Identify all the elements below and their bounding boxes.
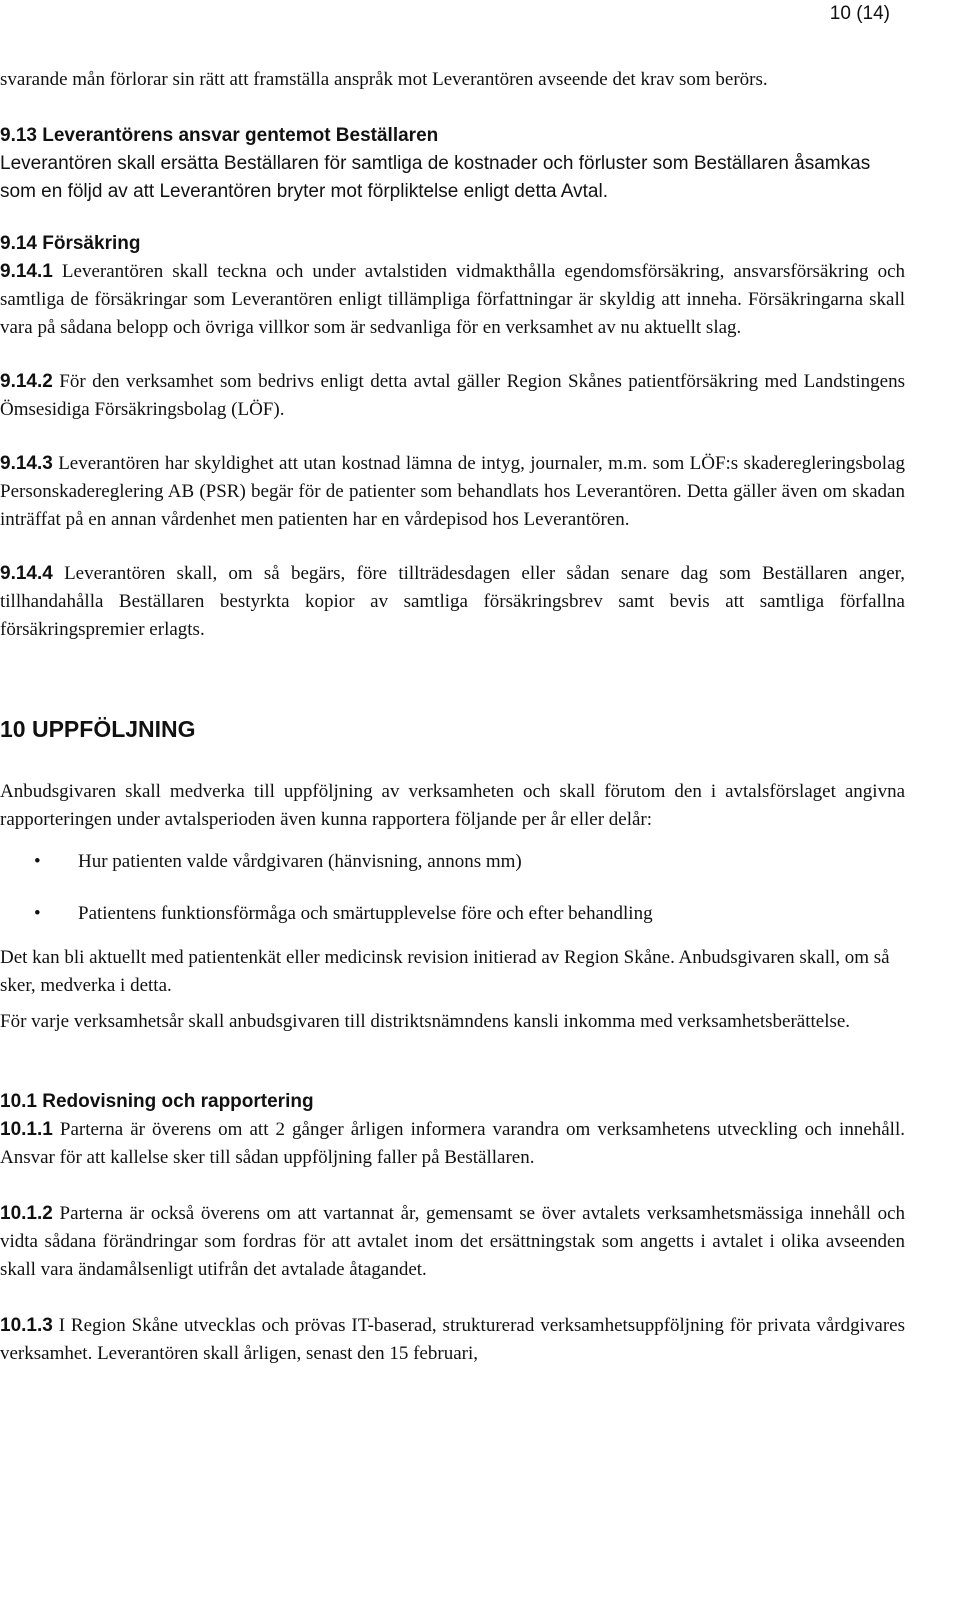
paragraph-9-14-3: [0, 450, 905, 534]
list-item: [0, 900, 905, 928]
paragraph-number: 9.14.1: [0, 261, 53, 282]
paragraph-9-14-2: [0, 368, 905, 424]
paragraph-text: I Region Skåne utvecklas och prövas IT-baserad, strukturerad verksamhetsuppföljning för privata vårdgivares verksamhet. Leverantören skall årligen, senast den 15 februari,: [0, 1315, 905, 1364]
list-item: [0, 848, 905, 876]
paragraph-9-14-1: [0, 258, 905, 342]
paragraph-10-1-3: [0, 1312, 905, 1368]
list-item-text: Patientens funktionsförmåga och smärtupplevelse före och efter behandling: [78, 903, 653, 924]
paragraph-9-14-4: [0, 560, 905, 644]
paragraph-9-13: Leverantören skall ersätta Beställaren för samtliga de kostnader och förluster som Beställaren åsamkas som en följd av att Leverantören bryter mot förpliktelse enligt detta Avtal.: [0, 153, 871, 202]
paragraph-verksamhetsberattelse: För varje verksamhetsår skall anbudsgivaren till distriktsnämndens kansli inkomma med verksamhetsberättelse.: [0, 1011, 851, 1032]
list-item-text: Hur patienten valde vårdgivaren (hänvisning, annons mm): [78, 851, 522, 872]
bullet-icon: •: [34, 851, 41, 872]
bullet-list: [0, 848, 905, 928]
paragraph-text: Leverantören skall, om så begärs, före tillträdesdagen eller sådan senare dag som Beställaren anger, tillhandahålla Beställaren bestyrkta kopior av samtliga försäkringsbrev samt bevis att samtliga förfallna försäkringspremier erlagts.: [0, 563, 906, 640]
paragraph-number: 10.1.2: [0, 1203, 53, 1224]
bullet-icon: •: [34, 903, 41, 924]
paragraph-10-1-1: [0, 1116, 905, 1172]
paragraph-text: Leverantören skall teckna och under avtalstiden vidmakthålla egendomsförsäkring, ansvarsförsäkring och samtliga de försäkringar som Leverantören enligt tillämpliga författningar är skyldig att inneha. Försäkringarna skall vara på sådana belopp och övriga villkor som är sedvanliga för en verksamhet av nu aktuellt slag.: [0, 261, 906, 338]
paragraph-number: 10.1.1: [0, 1119, 53, 1140]
paragraph-number: 9.14.3: [0, 453, 53, 474]
paragraph-enkat: Det kan bli aktuellt med patientenkät eller medicinsk revision initierad av Region Skåne. Anbudsgivaren skall, om så sker, medverka i detta.: [0, 947, 890, 996]
section-heading-10: 10 UPPFÖLJNING: [0, 716, 196, 742]
intro-paragraph: svarande mån förlorar sin rätt att framställa anspråk mot Leverantören avseende det krav som berörs.: [0, 69, 768, 90]
section-heading-10-1: 10.1 Redovisning och rapportering: [0, 1091, 314, 1112]
section-heading-9-13: 9.13 Leverantörens ansvar gentemot Beställaren: [0, 125, 439, 146]
paragraph-10-intro: Anbudsgivaren skall medverka till uppföljning av verksamheten och skall förutom den i avtalsförslaget angivna rapporteringen under avtalsperioden även kunna rapportera följande per år eller delår:: [0, 781, 905, 830]
section-heading-9-14: 9.14 Försäkring: [0, 233, 141, 254]
paragraph-10-1-2: [0, 1200, 905, 1284]
document-body: [0, 66, 905, 1368]
paragraph-text: Leverantören har skyldighet att utan kostnad lämna de intyg, journaler, m.m. som LÖF:s skaderegleringsbolag Personskadereglering AB (PSR) begär för de patienter som behandlats hos Leverantören. Detta gäller även om skadan inträffat på en annan vårdenhet men patienten har en vårdepisod hos Leverantören.: [0, 453, 905, 530]
paragraph-text: För den verksamhet som bedrivs enligt detta avtal gäller Region Skånes patientförsäkring med Landstingens Ömsesidiga Försäkringsbolag (LÖF).: [0, 371, 905, 420]
paragraph-number: 9.14.2: [0, 371, 53, 392]
paragraph-number: 9.14.4: [0, 563, 53, 584]
paragraph-text: Parterna är överens om att 2 gånger årligen informera varandra om verksamhetens utveckling och innehåll. Ansvar för att kallelse sker till sådan uppföljning faller på Beställaren.: [0, 1119, 905, 1168]
page-number: 10 (14): [829, 3, 890, 24]
paragraph-text: Parterna är också överens om att vartannat år, gemensamt se över avtalets verksamhetsmässiga innehåll och vidta sådana förändringar som fordras för att avtalet inom det ersättningstak som angetts i avtalet i olika avseenden skall vara ändamålsenligt utifrån det avtalade åtagandet.: [0, 1203, 906, 1280]
paragraph-number: 10.1.3: [0, 1315, 53, 1336]
